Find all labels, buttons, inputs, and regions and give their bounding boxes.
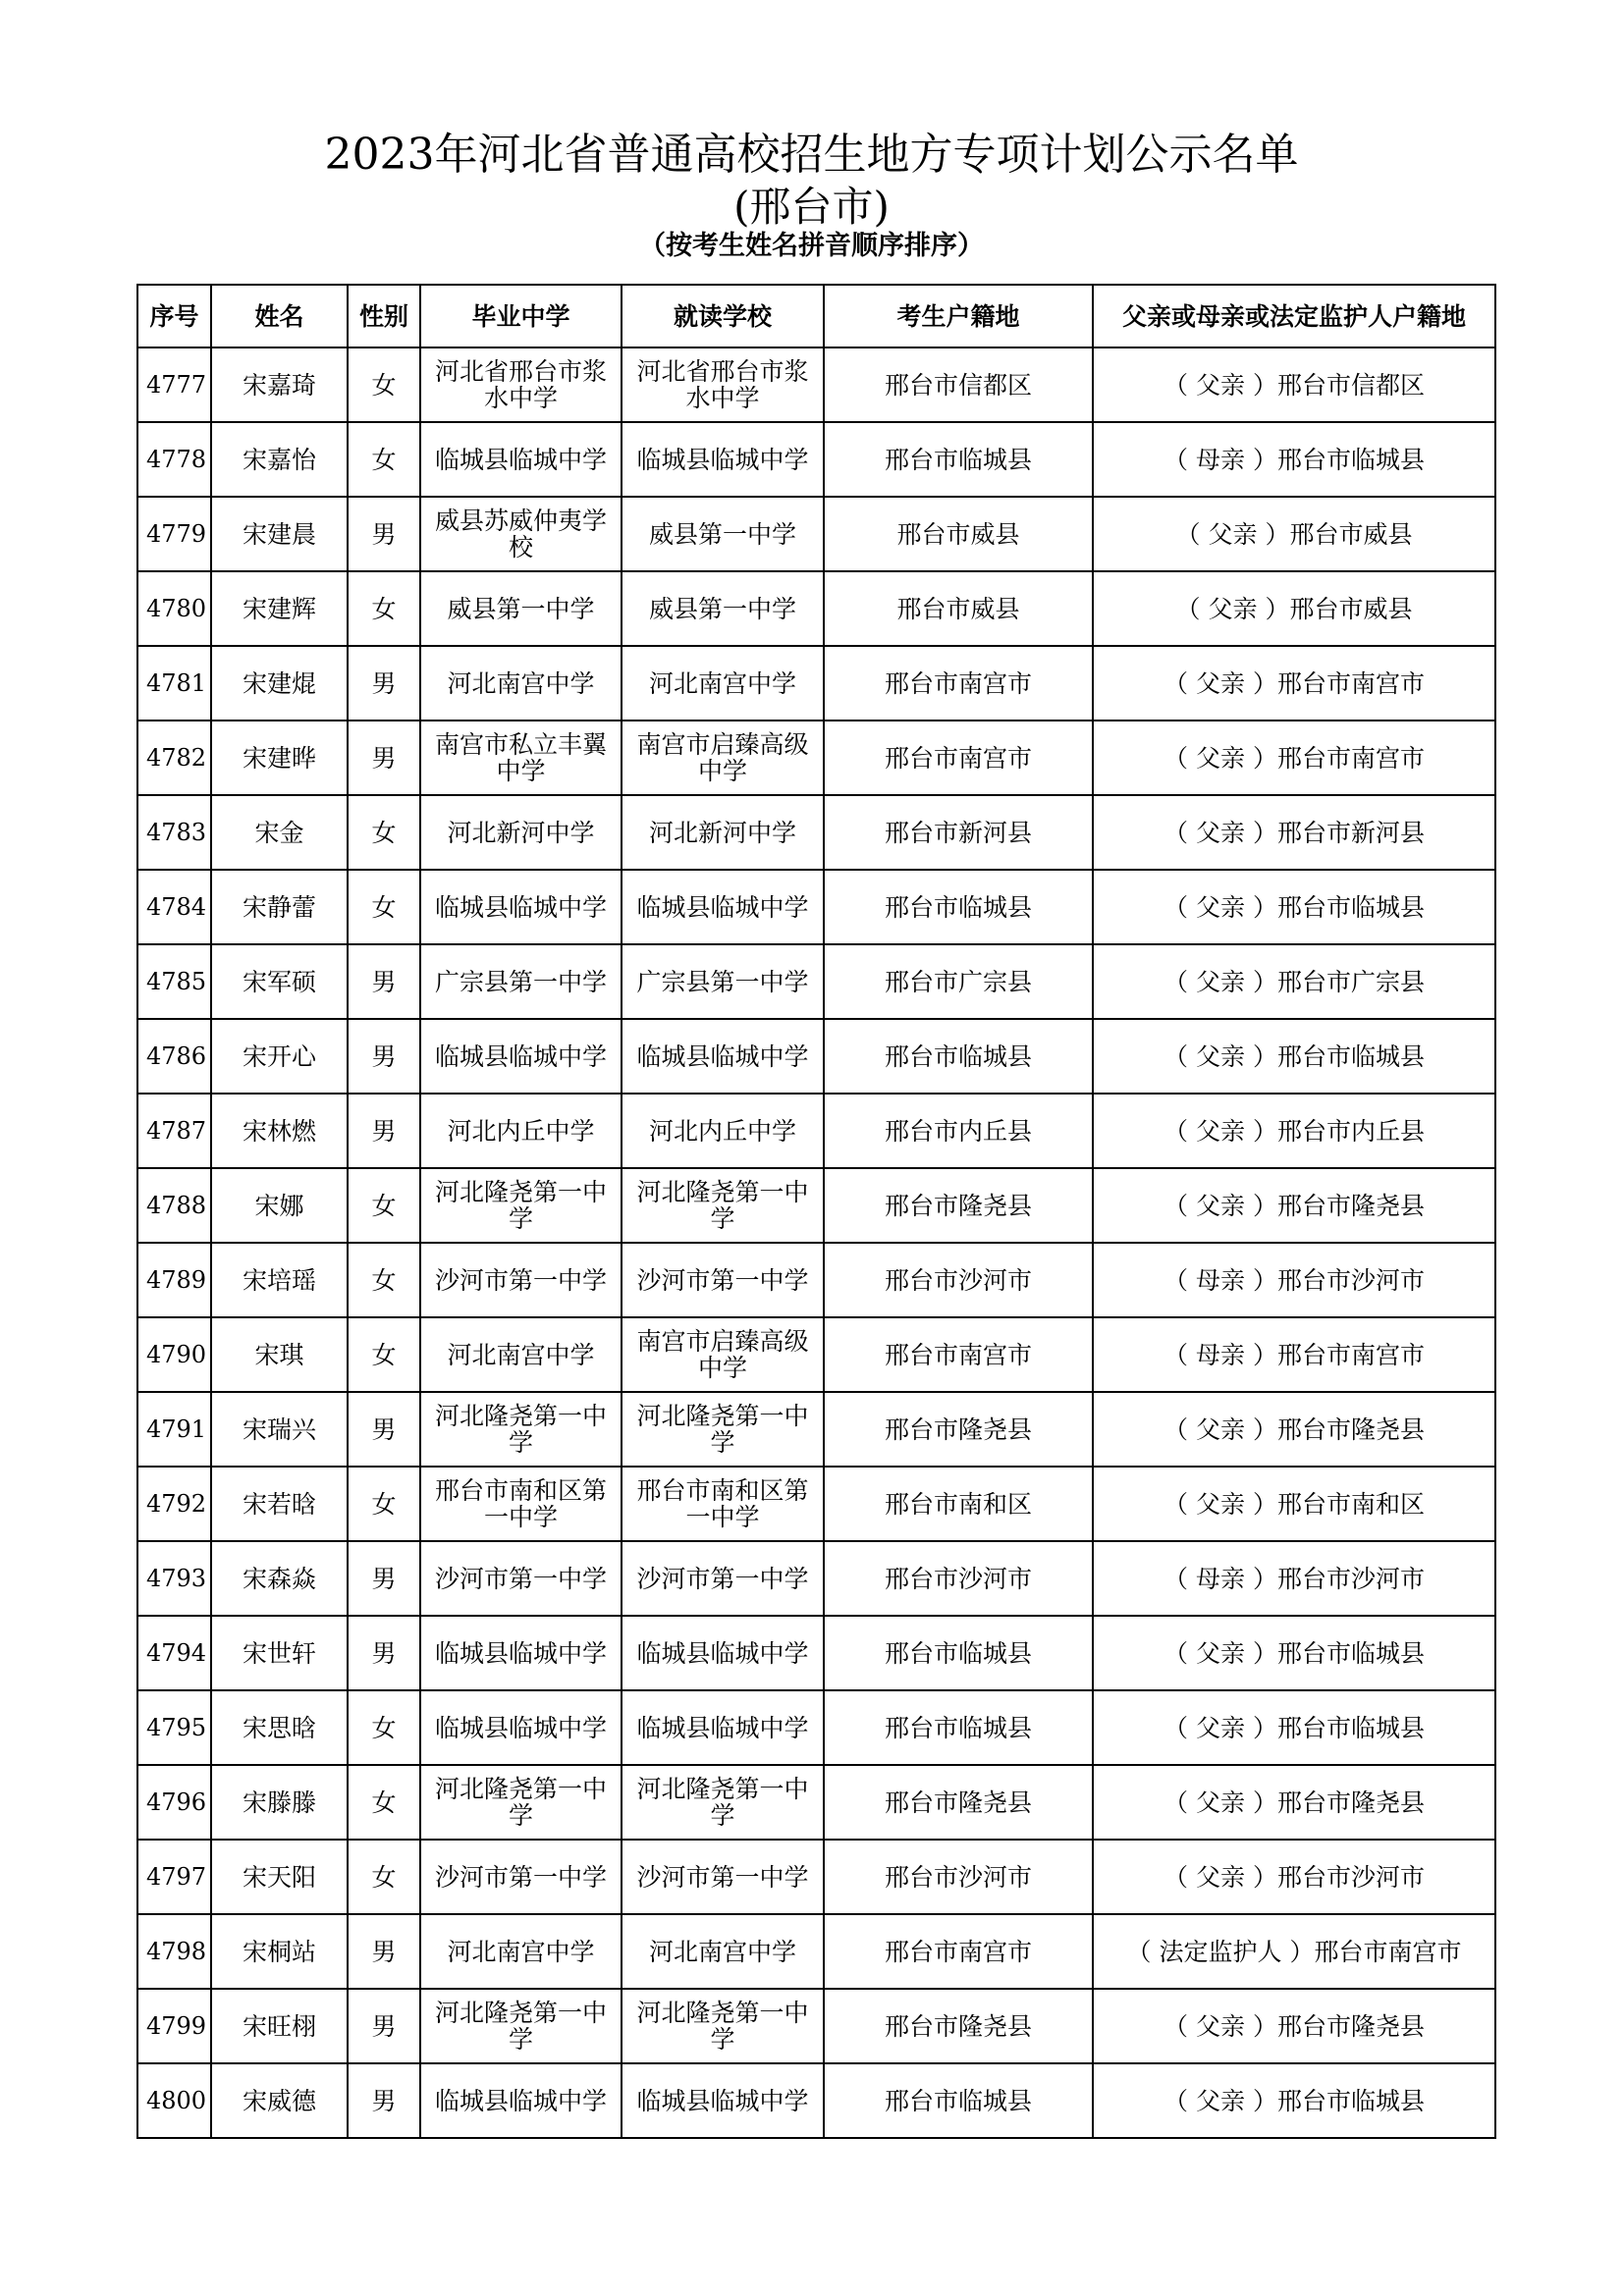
- parent-hukou-cell: （ 父亲 ）邢台市南宫市: [1093, 721, 1495, 795]
- candidate-hukou-cell: 邢台市沙河市: [824, 1243, 1093, 1317]
- graduated-school-cell: 临城县临城中学: [420, 422, 622, 497]
- candidate-hukou-cell: 邢台市隆尧县: [824, 1989, 1093, 2063]
- graduated-school-cell: 河北南宫中学: [420, 646, 622, 721]
- table-row: [137, 1840, 1495, 1914]
- gender-cell: 女: [348, 1317, 420, 1392]
- current-school-cell: 南宫市启臻高级中学: [622, 1317, 824, 1392]
- table-row: [137, 646, 1495, 721]
- table-row: [137, 944, 1495, 1019]
- graduated-school-cell: 临城县临城中学: [420, 2063, 622, 2138]
- name-cell: 宋军硕: [211, 944, 348, 1019]
- graduated-school-cell: 沙河市第一中学: [420, 1243, 622, 1317]
- name-cell: 宋若晗: [211, 1467, 348, 1541]
- candidate-hukou-cell: 邢台市新河县: [824, 795, 1093, 870]
- parent-hukou-cell: （ 父亲 ）邢台市广宗县: [1093, 944, 1495, 1019]
- table-row: [137, 571, 1495, 646]
- current-school-cell: 河北内丘中学: [622, 1094, 824, 1168]
- name-cell: 宋嘉琦: [211, 347, 348, 422]
- serial-cell: 4789: [137, 1243, 211, 1317]
- gender-cell: 女: [348, 795, 420, 870]
- table-row: [137, 1094, 1495, 1168]
- parent-hukou-cell: （ 母亲 ）邢台市南宫市: [1093, 1317, 1495, 1392]
- header-cell: 毕业中学: [420, 285, 622, 347]
- gender-cell: 男: [348, 497, 420, 571]
- candidate-hukou-cell: 邢台市威县: [824, 497, 1093, 571]
- gender-cell: 女: [348, 422, 420, 497]
- current-school-cell: 广宗县第一中学: [622, 944, 824, 1019]
- parent-hukou-cell: （ 父亲 ）邢台市隆尧县: [1093, 1168, 1495, 1243]
- header-cell: 考生户籍地: [824, 285, 1093, 347]
- serial-cell: 4795: [137, 1690, 211, 1765]
- candidate-hukou-cell: 邢台市广宗县: [824, 944, 1093, 1019]
- table-row: [137, 1989, 1495, 2063]
- serial-cell: 4791: [137, 1392, 211, 1467]
- parent-hukou-cell: （ 母亲 ）邢台市沙河市: [1093, 1243, 1495, 1317]
- name-cell: 宋琪: [211, 1317, 348, 1392]
- current-school-cell: 南宫市启臻高级中学: [622, 721, 824, 795]
- serial-cell: 4779: [137, 497, 211, 571]
- serial-cell: 4799: [137, 1989, 211, 2063]
- serial-cell: 4793: [137, 1541, 211, 1616]
- gender-cell: 男: [348, 1914, 420, 1989]
- table-row: [137, 497, 1495, 571]
- serial-cell: 4796: [137, 1765, 211, 1840]
- graduated-school-cell: 沙河市第一中学: [420, 1840, 622, 1914]
- table-row: [137, 795, 1495, 870]
- graduated-school-cell: 临城县临城中学: [420, 1616, 622, 1690]
- gender-cell: 男: [348, 721, 420, 795]
- current-school-cell: 威县第一中学: [622, 571, 824, 646]
- serial-cell: 4792: [137, 1467, 211, 1541]
- graduated-school-cell: 河北隆尧第一中学: [420, 1168, 622, 1243]
- serial-cell: 4787: [137, 1094, 211, 1168]
- candidate-hukou-cell: 邢台市信都区: [824, 347, 1093, 422]
- parent-hukou-cell: （ 父亲 ）邢台市临城县: [1093, 1019, 1495, 1094]
- current-school-cell: 临城县临城中学: [622, 870, 824, 944]
- candidate-hukou-cell: 邢台市威县: [824, 571, 1093, 646]
- graduated-school-cell: 南宫市私立丰翼中学: [420, 721, 622, 795]
- name-cell: 宋建晨: [211, 497, 348, 571]
- name-cell: 宋开心: [211, 1019, 348, 1094]
- name-cell: 宋森焱: [211, 1541, 348, 1616]
- candidate-hukou-cell: 邢台市临城县: [824, 1616, 1093, 1690]
- serial-cell: 4780: [137, 571, 211, 646]
- name-cell: 宋思晗: [211, 1690, 348, 1765]
- current-school-cell: 河北隆尧第一中学: [622, 1392, 824, 1467]
- candidate-hukou-cell: 邢台市南宫市: [824, 1914, 1093, 1989]
- current-school-cell: 威县第一中学: [622, 497, 824, 571]
- table-row: [137, 1616, 1495, 1690]
- candidate-hukou-cell: 邢台市隆尧县: [824, 1168, 1093, 1243]
- graduated-school-cell: 河北新河中学: [420, 795, 622, 870]
- current-school-cell: 沙河市第一中学: [622, 1243, 824, 1317]
- parent-hukou-cell: （ 父亲 ）邢台市隆尧县: [1093, 1765, 1495, 1840]
- candidate-table: [136, 284, 1496, 2139]
- candidate-hukou-cell: 邢台市南和区: [824, 1467, 1093, 1541]
- parent-hukou-cell: （ 父亲 ）邢台市隆尧县: [1093, 1989, 1495, 2063]
- serial-cell: 4790: [137, 1317, 211, 1392]
- graduated-school-cell: 河北内丘中学: [420, 1094, 622, 1168]
- graduated-school-cell: 威县苏威仲夷学校: [420, 497, 622, 571]
- header-cell: 姓名: [211, 285, 348, 347]
- name-cell: 宋培瑶: [211, 1243, 348, 1317]
- name-cell: 宋天阳: [211, 1840, 348, 1914]
- candidate-hukou-cell: 邢台市隆尧县: [824, 1765, 1093, 1840]
- gender-cell: 男: [348, 944, 420, 1019]
- parent-hukou-cell: （ 母亲 ）邢台市临城县: [1093, 422, 1495, 497]
- table-row: [137, 1168, 1495, 1243]
- graduated-school-cell: 河北隆尧第一中学: [420, 1392, 622, 1467]
- serial-cell: 4781: [137, 646, 211, 721]
- header-cell: 父亲或母亲或法定监护人户籍地: [1093, 285, 1495, 347]
- header-cell: 序号: [137, 285, 211, 347]
- parent-hukou-cell: （ 父亲 ）邢台市临城县: [1093, 1616, 1495, 1690]
- name-cell: 宋娜: [211, 1168, 348, 1243]
- serial-cell: 4786: [137, 1019, 211, 1094]
- current-school-cell: 河北隆尧第一中学: [622, 1168, 824, 1243]
- serial-cell: 4777: [137, 347, 211, 422]
- graduated-school-cell: 邢台市南和区第一中学: [420, 1467, 622, 1541]
- candidate-hukou-cell: 邢台市沙河市: [824, 1541, 1093, 1616]
- table-row: [137, 1541, 1495, 1616]
- gender-cell: 男: [348, 1019, 420, 1094]
- name-cell: 宋嘉怡: [211, 422, 348, 497]
- serial-cell: 4778: [137, 422, 211, 497]
- candidate-hukou-cell: 邢台市南宫市: [824, 721, 1093, 795]
- current-school-cell: 临城县临城中学: [622, 422, 824, 497]
- header-cell: 性别: [348, 285, 420, 347]
- graduated-school-cell: 沙河市第一中学: [420, 1541, 622, 1616]
- graduated-school-cell: 河北省邢台市浆水中学: [420, 347, 622, 422]
- graduated-school-cell: 河北隆尧第一中学: [420, 1765, 622, 1840]
- current-school-cell: 河北新河中学: [622, 795, 824, 870]
- gender-cell: 女: [348, 1168, 420, 1243]
- parent-hukou-cell: （ 父亲 ）邢台市南和区: [1093, 1467, 1495, 1541]
- gender-cell: 男: [348, 2063, 420, 2138]
- serial-cell: 4785: [137, 944, 211, 1019]
- table-row: [137, 870, 1495, 944]
- table-row: [137, 1243, 1495, 1317]
- candidate-hukou-cell: 邢台市隆尧县: [824, 1392, 1093, 1467]
- gender-cell: 女: [348, 1765, 420, 1840]
- table-row: [137, 721, 1495, 795]
- parent-hukou-cell: （ 父亲 ）邢台市威县: [1093, 571, 1495, 646]
- current-school-cell: 河北南宫中学: [622, 646, 824, 721]
- graduated-school-cell: 河北南宫中学: [420, 1317, 622, 1392]
- parent-hukou-cell: （ 父亲 ）邢台市隆尧县: [1093, 1392, 1495, 1467]
- name-cell: 宋威德: [211, 2063, 348, 2138]
- parent-hukou-cell: （ 法定监护人 ）邢台市南宫市: [1093, 1914, 1495, 1989]
- graduated-school-cell: 临城县临城中学: [420, 870, 622, 944]
- table-row: [137, 422, 1495, 497]
- graduated-school-cell: 河北隆尧第一中学: [420, 1989, 622, 2063]
- current-school-cell: 邢台市南和区第一中学: [622, 1467, 824, 1541]
- name-cell: 宋建焜: [211, 646, 348, 721]
- serial-cell: 4800: [137, 2063, 211, 2138]
- gender-cell: 男: [348, 1094, 420, 1168]
- gender-cell: 男: [348, 1392, 420, 1467]
- document-subtitle: (邢台市): [733, 183, 890, 231]
- header-cell: 就读学校: [622, 285, 824, 347]
- gender-cell: 女: [348, 870, 420, 944]
- candidate-hukou-cell: 邢台市南宫市: [824, 646, 1093, 721]
- name-cell: 宋旺栩: [211, 1989, 348, 2063]
- table-row: [137, 1690, 1495, 1765]
- parent-hukou-cell: （ 父亲 ）邢台市沙河市: [1093, 1840, 1495, 1914]
- parent-hukou-cell: （ 父亲 ）邢台市威县: [1093, 497, 1495, 571]
- graduated-school-cell: 临城县临城中学: [420, 1019, 622, 1094]
- serial-cell: 4782: [137, 721, 211, 795]
- table-row: [137, 1914, 1495, 1989]
- serial-cell: 4797: [137, 1840, 211, 1914]
- gender-cell: 女: [348, 571, 420, 646]
- serial-cell: 4783: [137, 795, 211, 870]
- gender-cell: 女: [348, 1243, 420, 1317]
- graduated-school-cell: 威县第一中学: [420, 571, 622, 646]
- candidate-hukou-cell: 邢台市临城县: [824, 1019, 1093, 1094]
- current-school-cell: 沙河市第一中学: [622, 1840, 824, 1914]
- candidate-hukou-cell: 邢台市临城县: [824, 1690, 1093, 1765]
- name-cell: 宋建辉: [211, 571, 348, 646]
- graduated-school-cell: 广宗县第一中学: [420, 944, 622, 1019]
- table-header-row: [137, 285, 1495, 347]
- graduated-school-cell: 临城县临城中学: [420, 1690, 622, 1765]
- gender-cell: 男: [348, 1616, 420, 1690]
- gender-cell: 女: [348, 1690, 420, 1765]
- graduated-school-cell: 河北南宫中学: [420, 1914, 622, 1989]
- table-row: [137, 1467, 1495, 1541]
- table-row: [137, 1317, 1495, 1392]
- document-title: 2023年河北省普通高校招生地方专项计划公示名单: [324, 130, 1299, 180]
- gender-cell: 女: [348, 347, 420, 422]
- parent-hukou-cell: （ 父亲 ）邢台市临城县: [1093, 1690, 1495, 1765]
- parent-hukou-cell: （ 父亲 ）邢台市临城县: [1093, 870, 1495, 944]
- current-school-cell: 临城县临城中学: [622, 1019, 824, 1094]
- serial-cell: 4794: [137, 1616, 211, 1690]
- name-cell: 宋建晔: [211, 721, 348, 795]
- name-cell: 宋林燃: [211, 1094, 348, 1168]
- gender-cell: 女: [348, 1840, 420, 1914]
- table-row: [137, 2063, 1495, 2138]
- serial-cell: 4784: [137, 870, 211, 944]
- table-row: [137, 1765, 1495, 1840]
- candidate-hukou-cell: 邢台市临城县: [824, 2063, 1093, 2138]
- candidate-hukou-cell: 邢台市沙河市: [824, 1840, 1093, 1914]
- current-school-cell: 河北省邢台市浆水中学: [622, 347, 824, 422]
- sort-note: （按考生姓名拼音顺序排序）: [639, 231, 984, 261]
- parent-hukou-cell: （ 父亲 ）邢台市信都区: [1093, 347, 1495, 422]
- gender-cell: 男: [348, 1541, 420, 1616]
- current-school-cell: 河北隆尧第一中学: [622, 1989, 824, 2063]
- gender-cell: 女: [348, 1467, 420, 1541]
- name-cell: 宋瑞兴: [211, 1392, 348, 1467]
- serial-cell: 4788: [137, 1168, 211, 1243]
- gender-cell: 男: [348, 1989, 420, 2063]
- current-school-cell: 河北南宫中学: [622, 1914, 824, 1989]
- candidate-hukou-cell: 邢台市临城县: [824, 422, 1093, 497]
- parent-hukou-cell: （ 父亲 ）邢台市临城县: [1093, 2063, 1495, 2138]
- table-row: [137, 1019, 1495, 1094]
- current-school-cell: 临城县临城中学: [622, 1690, 824, 1765]
- parent-hukou-cell: （ 父亲 ）邢台市内丘县: [1093, 1094, 1495, 1168]
- parent-hukou-cell: （ 父亲 ）邢台市新河县: [1093, 795, 1495, 870]
- parent-hukou-cell: （ 母亲 ）邢台市沙河市: [1093, 1541, 1495, 1616]
- current-school-cell: 河北隆尧第一中学: [622, 1765, 824, 1840]
- serial-cell: 4798: [137, 1914, 211, 1989]
- candidate-hukou-cell: 邢台市南宫市: [824, 1317, 1093, 1392]
- name-cell: 宋静蕾: [211, 870, 348, 944]
- name-cell: 宋滕滕: [211, 1765, 348, 1840]
- gender-cell: 男: [348, 646, 420, 721]
- table-row: [137, 1392, 1495, 1467]
- name-cell: 宋金: [211, 795, 348, 870]
- parent-hukou-cell: （ 父亲 ）邢台市南宫市: [1093, 646, 1495, 721]
- table-row: [137, 347, 1495, 422]
- name-cell: 宋世轩: [211, 1616, 348, 1690]
- current-school-cell: 沙河市第一中学: [622, 1541, 824, 1616]
- name-cell: 宋桐站: [211, 1914, 348, 1989]
- candidate-hukou-cell: 邢台市临城县: [824, 870, 1093, 944]
- current-school-cell: 临城县临城中学: [622, 2063, 824, 2138]
- candidate-hukou-cell: 邢台市内丘县: [824, 1094, 1093, 1168]
- current-school-cell: 临城县临城中学: [622, 1616, 824, 1690]
- table-body: [137, 347, 1495, 2138]
